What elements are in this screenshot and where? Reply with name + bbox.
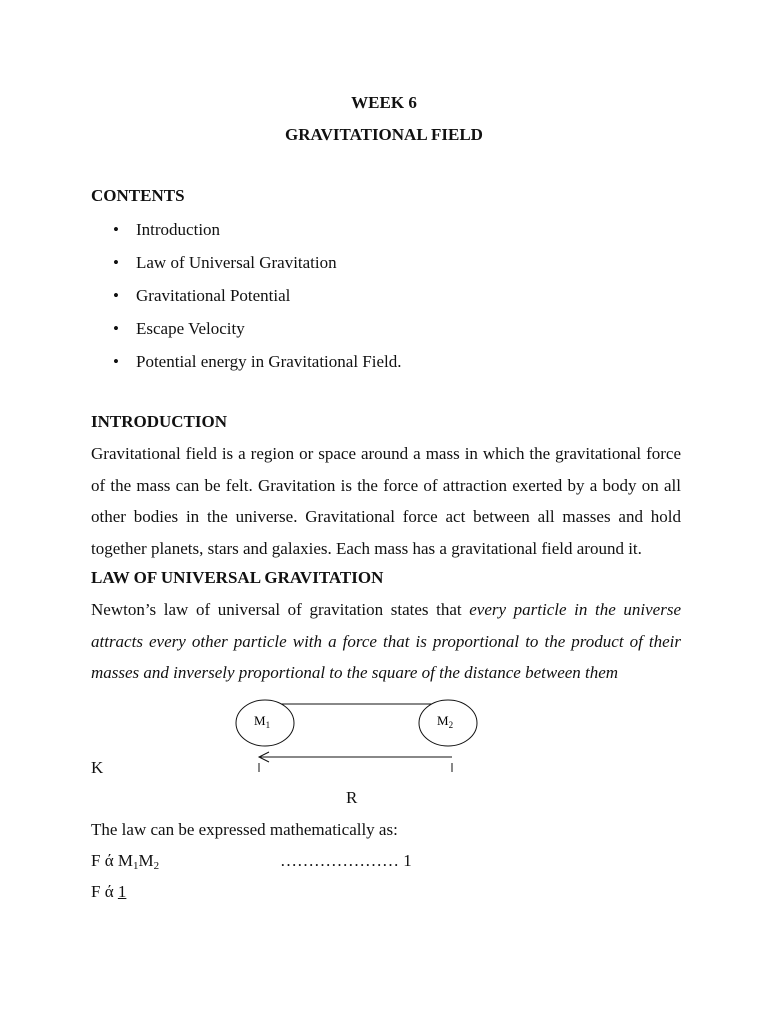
paragraph-line: of the mass can be felt. Gravitation is the force of attraction exerted by a body on all bbox=[91, 475, 681, 495]
equation-2: F ά 1 bbox=[91, 882, 127, 901]
mass-1-label: $M_1$ bbox=[254, 713, 271, 730]
distance-r-label: R bbox=[346, 788, 358, 807]
equation-1-number: ………………… 1 bbox=[280, 851, 412, 870]
mass-2-label: $M_2$ bbox=[437, 713, 454, 730]
equation-intro: The law can be expressed mathematically as: bbox=[91, 820, 398, 839]
paragraph-line bbox=[91, 626, 681, 658]
law-statement-italic: masses and inversely proportional to the square of the distance between them bbox=[91, 663, 619, 682]
contents-item: • Escape Velocity bbox=[113, 317, 402, 350]
contents-item: • Introduction bbox=[113, 218, 402, 251]
law-statement-italic: every particle in the universe bbox=[469, 600, 682, 619]
law-heading: LAW OF UNIVERSAL GRAVITATION bbox=[91, 568, 384, 587]
contents-heading: CONTENTS bbox=[91, 186, 185, 205]
contents-item: • Law of Universal Gravitation bbox=[113, 251, 402, 284]
paragraph-line: Gravitational field is a region or space around a mass in which the gravitational force bbox=[91, 444, 681, 463]
paragraph-line: other bodies in the universe. Gravitational force act between all masses and hold bbox=[91, 507, 681, 526]
equation-2-numerator: 1 bbox=[117, 882, 127, 901]
law-statement-italic: attracts every other particle with a force that is proportional to the product of their bbox=[91, 631, 681, 651]
contents-list bbox=[113, 218, 402, 383]
page-title: GRAVITATIONAL FIELD bbox=[285, 125, 483, 144]
contents-item: • Potential energy in Gravitational Field. bbox=[113, 350, 402, 383]
week-label: WEEK 6 bbox=[351, 93, 417, 112]
contents-item: • Gravitational Potential bbox=[113, 284, 402, 317]
introduction-heading: INTRODUCTION bbox=[91, 412, 228, 431]
law-statement-intro: Newton’s law of universal of gravitation states that bbox=[91, 600, 470, 619]
paragraph-line bbox=[91, 657, 681, 689]
law-paragraph bbox=[91, 594, 681, 689]
paragraph-line bbox=[91, 594, 681, 626]
introduction-paragraph bbox=[91, 438, 681, 564]
equation-1: F ά $M_1M_2$ bbox=[91, 851, 160, 872]
diagram-k-label: K bbox=[91, 758, 104, 777]
gravitation-diagram bbox=[0, 690, 768, 780]
paragraph-line: together planets, stars and galaxies. Each mass has a gravitational field around it. bbox=[91, 538, 642, 558]
